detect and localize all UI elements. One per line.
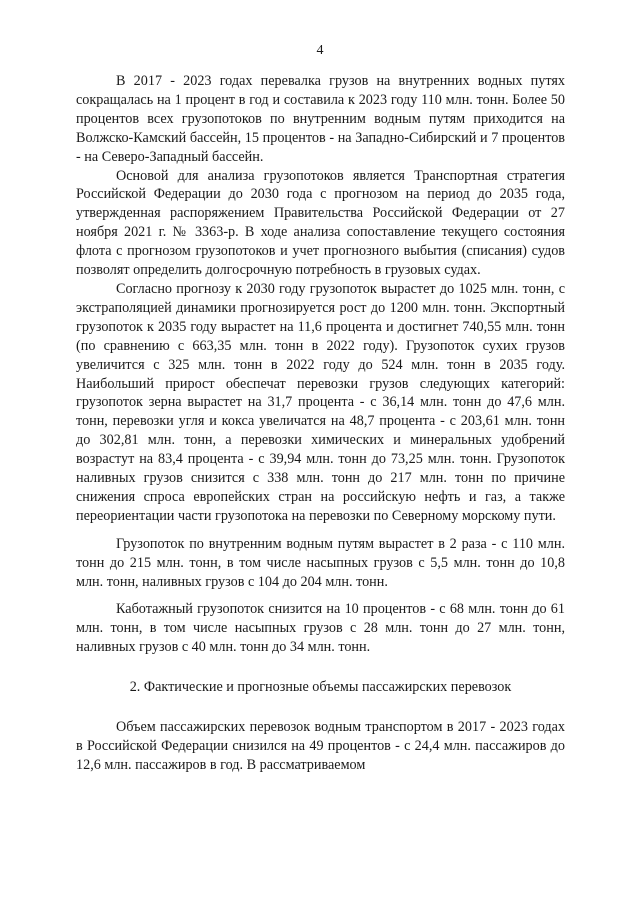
paragraph-passenger-volume: Объем пассажирских перевозок водным транспортом в 2017 - 2023 годах в Российской Федерации снизился на 49 процентов - с 24,4 млн. пассажиров до 12,6 млн. пассажиров в год. В рассматриваемом: [76, 719, 565, 773]
document-body: [76, 72, 565, 775]
page-number: 4: [316, 43, 324, 58]
paragraph-cabotage: Каботажный грузопоток снизится на 10 процентов - с 68 млн. тонн до 61 млн. тонн, в том числе насыпных грузов с 28 млн. тонн до 27 млн. тонн, наливных грузов с 40 млн. тонн до 34 млн. тонн.: [76, 601, 565, 656]
paragraph-cargo-handling: В 2017 - 2023 годах перевалка грузов на внутренних водных путях сокращалась на 1 процент в год и составила к 2023 году 110 млн. тонн. Более 50 процентов всех грузопотоков по внутренним водным путям приходится на Волжско-Камский бассейн, 15 процентов - на Западно-Сибирский и 7 процентов - на Северо-Западный бассейн.: [76, 73, 565, 165]
paragraph-inland-waterways: Грузопоток по внутренним водным путям вырастет в 2 раза - с 110 млн. тонн до 215 млн. тонн, в том числе насыпных грузов с 5,5 млн. тонн до 10,8 млн. тонн, наливных грузов с 104 до 204 млн. тонн.: [76, 535, 565, 590]
paragraph-forecast: Согласно прогнозу к 2030 году грузопоток вырастет до 1025 млн. тонн, с экстраполяцией динамики прогнозируется рост до 1200 млн. тонн. Экспортный грузопоток к 2035 году вырастет на 11,6 процента и достигнет 740,55 млн. тонн (по сравнению с 663,35 млн. тонн в 2022 году). Грузопоток сухих грузов увеличится с 325 млн. тонн в 2022 году до 524 млн. тонн в 2035 году. Наибольший прирост обеспечат перевозки грузов следующих категорий: грузопоток зерна вырастет на 31,7 процента - с 36,14 млн. тонн до 47,6 млн. тонн, перевозки угля и кокса увеличатся на 48,7 процента - с 203,61 млн. тонн до 302,81 млн. тонн, а перевозки химических и минеральных удобрений возрастут на 83,4 процента - с 39,94 млн. тонн до 73,25 млн. тонн. Грузопоток наливных грузов снизится с 338 млн. тонн до 217 млн. тонн по причине снижения спроса европейских стран на российскую нефть и газ, а также переориентации части грузопотока на перевозки по Северному морскому пути.: [76, 280, 565, 524]
section-heading: 2. Фактические и прогнозные объемы пассажирских перевозок: [129, 679, 512, 696]
paragraph-transport-strategy: Основой для анализа грузопотоков является Транспортная стратегия Российской Федерации до 2030 года с прогнозом на период до 2035 года, утвержденная распоряжением Правительства Российской Федерации от 27 ноября 2021 г. № 3363-р. В ходе анализа сопоставление текущего состояния флота с прогнозом грузопотоков и учет прогнозного выбытия (списания) судов позволят определить долгосрочную потребность в грузовых судах.: [76, 167, 565, 279]
